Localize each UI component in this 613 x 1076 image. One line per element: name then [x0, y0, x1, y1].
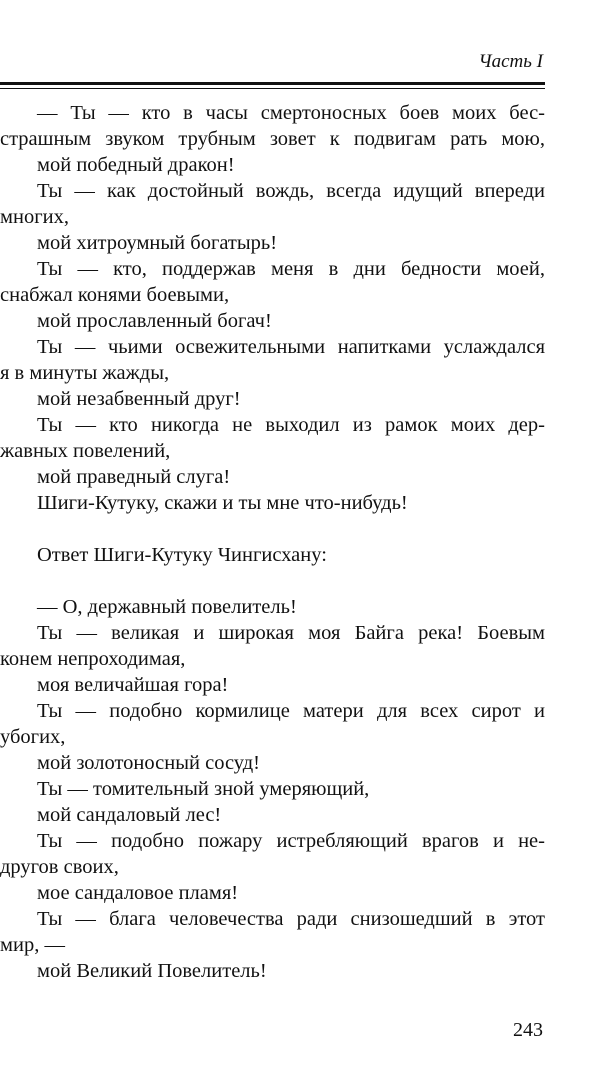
text-line: Ты — кто никогда не выходил из рамок моих дер- — [37, 414, 545, 436]
text-line: мой прославленный богач! — [37, 310, 272, 332]
running-head: Часть I — [478, 51, 543, 72]
text-line: Ты — томительный зной умеряющий, — [37, 778, 370, 800]
text-line: мой золотоносный сосуд! — [37, 752, 260, 774]
text-line: мой хитроумный богатырь! — [37, 232, 278, 254]
text-line: убогих, — [0, 726, 66, 748]
text-line: Ты — блага человечества ради снизошедший в этот — [37, 908, 545, 930]
text-line: мир, — — [0, 934, 65, 956]
text-line: многих, — [0, 206, 69, 228]
text-line: Ты — подобно кормилице матери для всех сирот и — [37, 700, 545, 722]
text-line: мое сандаловое пламя! — [37, 882, 239, 904]
text-line: Ты — кто, поддержав меня в дни бедности моей, — [37, 258, 545, 280]
text-line: Шиги-Кутуку, скажи и ты мне что-нибудь! — [37, 492, 408, 514]
text-line: мой сандаловый лес! — [37, 804, 222, 826]
header-rule-thin — [0, 88, 545, 89]
text-line: моя величайшая гора! — [37, 674, 229, 696]
text-line: Ты — подобно пожару истребляющий врагов и не- — [37, 830, 545, 852]
blank-line — [0, 516, 545, 542]
blank-line — [0, 568, 545, 594]
text-line: другов своих, — [0, 856, 119, 878]
text-line: Ты — как достойный вождь, всегда идущий впереди — [37, 180, 545, 202]
text-line: снабжал конями боевыми, — [0, 284, 230, 306]
text-line: мой Великий Повелитель! — [37, 960, 267, 982]
text-line: жавных повелений, — [0, 440, 171, 462]
text-line: Ты — чьими освежительными напитками услаждался — [37, 336, 545, 358]
text-line: мой незабвенный друг! — [37, 388, 241, 410]
body-text — [0, 100, 545, 984]
text-line: страшным звуком трубным зовет к подвигам рать мою, — [0, 128, 545, 150]
text-line: конем непроходимая, — [0, 648, 186, 670]
text-line: — О, державный повелитель! — [37, 596, 297, 618]
text-line: Ответ Шиги-Кутуку Чингисхану: — [37, 544, 327, 566]
text-line: мой победный дракон! — [37, 154, 235, 176]
text-line: я в минуты жажды, — [0, 362, 170, 384]
header-rule-thick — [0, 82, 545, 85]
text-line: Ты — великая и широкая моя Байга река! Боевым — [37, 622, 545, 644]
text-line: — Ты — кто в часы смертоносных боев моих бес- — [37, 102, 545, 124]
page-number: 243 — [513, 1019, 543, 1041]
text-line: мой праведный слуга! — [37, 466, 231, 488]
